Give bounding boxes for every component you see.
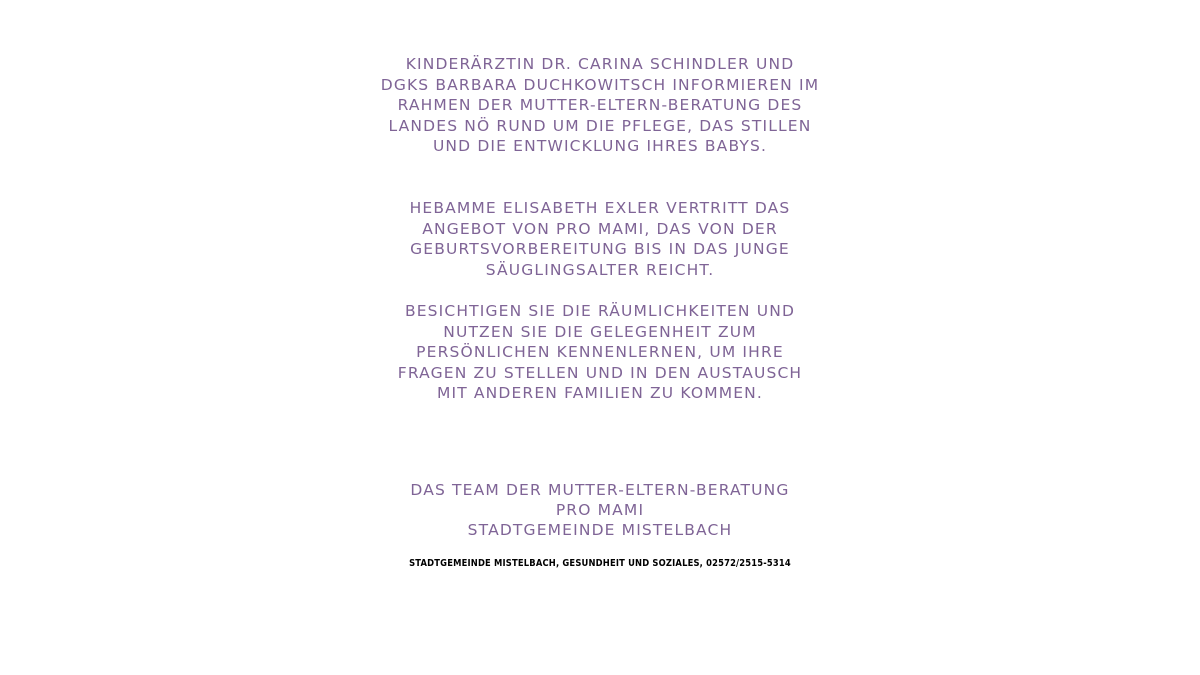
signature-pro-mami-line: PRO MAMI [555, 501, 645, 519]
paragraph-invitation: BESICHTIGEN SIE DIE RÄUMLICHKEITEN UND NUTZEN SIE DIE GELEGENHEIT ZUM PERSÖNLICHEN KENNENLERNEN, UM IHRE FRAGEN ZU STELLEN UND IN DEN AUSTAUSCH MIT ANDEREN FAMILIEN ZU KOMMEN. [397, 302, 803, 403]
paragraph-midwife: HEBAMME ELISABETH EXLER VERTRITT DAS ANGEBOT VON PRO MAMI, DAS VON DER GEBURTSVORBEREITUNG BIS IN DAS JUNGE SÄUGLINGSALTER REICHT. [409, 199, 791, 279]
contact-footer: STADTGEMEINDE MISTELBACH, GESUNDHEIT UND SOZIALES, 02572/2515-5314 [409, 558, 791, 569]
signature-block [380, 480, 820, 540]
paragraph-pediatrician: KINDERÄRZTIN DR. CARINA SCHINDLER UND DGKS BARBARA DUCHKOWITSCH INFORMIEREN IM RAHMEN DER MUTTER-ELTERN-BERATUNG DES LANDES NÖ RUND UM DIE PFLEGE, DAS STILLEN UND DIE ENTWICKLUNG IHRES BABYS. [380, 55, 820, 156]
midwife-paragraph-block [380, 198, 820, 280]
signature-team-line: DAS TEAM DER MUTTER-ELTERN-BERATUNG [410, 481, 790, 499]
intro-paragraph [380, 54, 820, 157]
invitation-paragraph-block [380, 301, 820, 404]
signature-municipality-line: STADTGEMEINDE MISTELBACH [467, 521, 733, 539]
